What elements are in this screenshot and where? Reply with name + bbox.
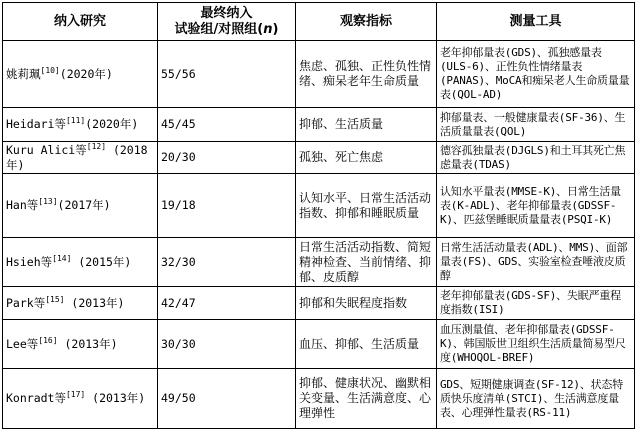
header-study: 纳入研究 — [3, 3, 158, 41]
table-row — [3, 287, 635, 320]
study-year: (2015年) — [71, 254, 132, 269]
study-year: (2017年) — [57, 198, 111, 212]
study-cell — [3, 142, 158, 174]
study-year: (2018年) — [6, 142, 148, 172]
study-year: (2020年) — [85, 117, 139, 131]
table-row — [3, 369, 635, 429]
indicators-cell: 焦虑、孤独、正性负性情绪、痴呆老年生命质量 — [296, 41, 437, 108]
study-author: Heidari等 — [6, 117, 66, 131]
study-author: Han等 — [6, 198, 39, 212]
indicators-cell: 孤独、死亡焦虑 — [296, 142, 437, 174]
study-ref: [16] — [38, 335, 58, 345]
study-ref: [12] — [86, 141, 107, 151]
literature-table — [2, 2, 635, 429]
indicators-cell: 认知水平、日常生活活动指数、抑郁和睡眠质量 — [296, 174, 437, 238]
header-count-line2: 试验组/对照组( — [174, 21, 264, 37]
tools-cell: 老年抑郁量表(GDS-SF)、失眠严重程度指数(ISI) — [437, 287, 635, 320]
study-author: Konradt等 — [6, 391, 66, 405]
tools-cell: 日常生活活动量表(ADL)、MMS)、面部量表(FS)、GDS、实验室检查唾液皮质醇 — [437, 238, 635, 287]
study-author: 姚莉珮 — [6, 66, 41, 81]
tools-cell: GDS、短期健康调查(SF-12)、状态特质快乐度清单(STCI)、生活满意度量表、心理弹性量表(RS-11) — [437, 369, 635, 429]
header-row — [3, 3, 635, 41]
study-author: Park等 — [6, 295, 46, 310]
study-author: Kuru Alici等 — [6, 142, 87, 157]
study-ref: [14] — [52, 253, 72, 263]
count-cell: 32/30 — [158, 238, 296, 287]
table-row — [3, 174, 635, 238]
study-cell — [3, 369, 158, 429]
header-count-line1: 最终纳入 — [200, 5, 253, 21]
table-row — [3, 108, 635, 142]
tools-cell: 德容孤独量表(DJGLS)和土耳其死亡焦虑量表(TDAS) — [437, 142, 635, 174]
header-count-n: n — [263, 21, 273, 37]
count-cell: 42/47 — [158, 287, 296, 320]
count-cell: 30/30 — [158, 320, 296, 369]
tools-cell: 老年抑郁量表(GDS)、孤独感量表(ULS-6)、正性负性情绪量表(PANAS)、MoCA和痴呆老人生命质量量表(QOL-AD) — [437, 41, 635, 108]
header-count-close: ) — [272, 21, 279, 37]
count-cell: 45/45 — [158, 108, 296, 142]
count-cell: 19/18 — [158, 174, 296, 238]
table-row — [3, 320, 635, 369]
indicators-cell: 日常生活活动指数、简短精神检查、当前情绪、抑郁、皮质醇 — [296, 238, 437, 287]
count-cell: 55/56 — [158, 41, 296, 108]
indicators-cell: 抑郁、健康状况、幽默相关变量、生活满意度、心理弹性 — [296, 369, 437, 429]
indicators-cell: 抑郁、生活质量 — [296, 108, 437, 142]
table-row — [3, 142, 635, 174]
study-author: Hsieh等 — [6, 254, 53, 269]
header-tools: 测量工具 — [437, 3, 635, 41]
table-row — [3, 238, 635, 287]
study-year: (2020年) — [59, 66, 113, 81]
study-cell — [3, 174, 158, 238]
study-cell — [3, 320, 158, 369]
header-count — [158, 3, 296, 41]
study-ref: [15] — [45, 294, 65, 304]
count-cell: 20/30 — [158, 142, 296, 174]
header-indicators: 观察指标 — [296, 3, 437, 41]
count-cell: 49/50 — [158, 369, 296, 429]
study-author: Lee等 — [6, 336, 39, 351]
study-cell — [3, 41, 158, 108]
tools-cell: 认知水平量表(MMSE-K)、日常生活量表(K-ADL)、老年抑郁量表(GDSSF-K)、匹兹堡睡眠质量量表(PSQI-K) — [437, 174, 635, 238]
study-year: (2013年) — [57, 336, 118, 351]
indicators-cell: 抑郁和失眠程度指数 — [296, 287, 437, 320]
study-year: (2013年) — [85, 391, 146, 405]
indicators-cell: 血压、抑郁、生活质量 — [296, 320, 437, 369]
study-cell — [3, 287, 158, 320]
tools-cell: 血压测量值、老年抑郁量表(GDSSF-K)、韩国版世卫组织生活质量简易型尺度(WHOQOL-BREF) — [437, 320, 635, 369]
study-ref: [17] — [65, 390, 86, 400]
study-ref: [10] — [40, 65, 60, 75]
study-ref: [11] — [65, 116, 86, 126]
study-year: (2013年) — [64, 295, 125, 310]
table-row — [3, 41, 635, 108]
tools-cell: 抑郁量表、一般健康量表(SF-36)、生活质量量表(QOL) — [437, 108, 635, 142]
study-ref: [13] — [38, 197, 58, 207]
study-cell — [3, 108, 158, 142]
study-cell — [3, 238, 158, 287]
